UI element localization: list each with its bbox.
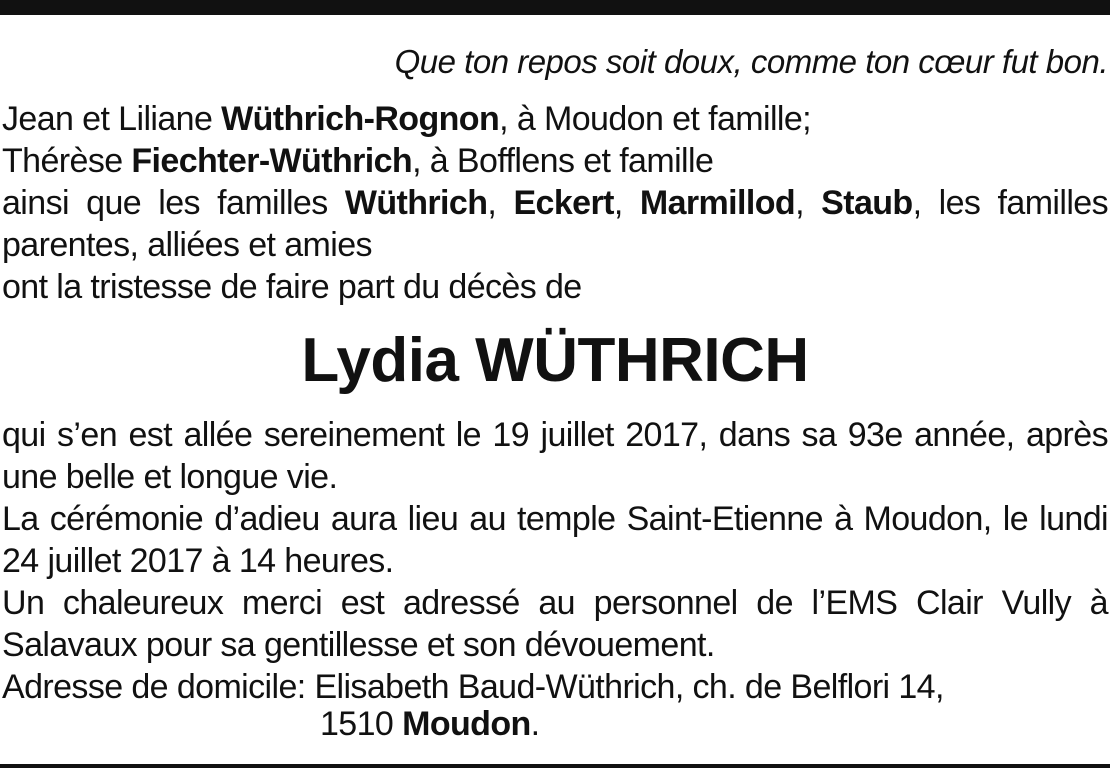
- paragraph-thanks: Un chaleureux merci est adressé au personnel de l’EMS Clair Vully à Salavaux pour sa gentillesse et son dévouement.: [2, 584, 1108, 664]
- announcer-name: Fiechter-Wüthrich: [131, 142, 413, 180]
- bottom-border-rule: [0, 764, 1110, 768]
- separator: ,: [795, 184, 822, 222]
- announcer-families: [2, 182, 1108, 266]
- announcer-line-1: [2, 98, 1108, 140]
- paragraph-passing: qui s’en est allée sereinement le 19 juillet 2017, dans sa 93e année, après une belle et longue vie.: [2, 416, 1108, 496]
- family-name: Eckert: [513, 184, 614, 222]
- top-border-rule: [0, 0, 1110, 15]
- announcer-name: Wüthrich-Rognon: [221, 100, 500, 138]
- announcer-text: , à Bofflens et famille: [412, 142, 714, 180]
- announcer-text: , les familles parentes, alliées et amies: [2, 184, 1108, 264]
- city-name: Moudon: [402, 705, 531, 743]
- announcer-text: Thérèse: [2, 142, 132, 180]
- family-name: Wüthrich: [344, 184, 488, 222]
- separator: ,: [613, 184, 640, 222]
- postcode: 1510: [320, 705, 403, 743]
- address-city-line: [320, 703, 540, 745]
- announcer-text: ainsi que les familles: [2, 184, 345, 222]
- announcer-line-2: [2, 140, 1108, 182]
- family-name: Staub: [821, 184, 913, 222]
- punctuation: .: [530, 705, 540, 743]
- deceased-name: Lydia WÜTHRICH: [301, 326, 809, 395]
- paragraph-ceremony: La cérémonie d’adieu aura lieu au temple Saint-Etienne à Moudon, le lundi 24 juillet 2017 à 14 heures.: [2, 500, 1108, 580]
- epigraph-quote: Que ton repos soit doux, comme ton cœur fut bon.: [394, 43, 1108, 80]
- announcer-text: , à Moudon et famille;: [499, 100, 812, 138]
- announcer-text: Jean et Liliane: [2, 100, 222, 138]
- separator: ,: [487, 184, 514, 222]
- announcement-line: ont la tristesse de faire part du décès de: [2, 268, 582, 306]
- address-line: Adresse de domicile: Elisabeth Baud-Wüthrich, ch. de Belflori 14,: [2, 668, 944, 706]
- family-name: Marmillod: [639, 184, 796, 222]
